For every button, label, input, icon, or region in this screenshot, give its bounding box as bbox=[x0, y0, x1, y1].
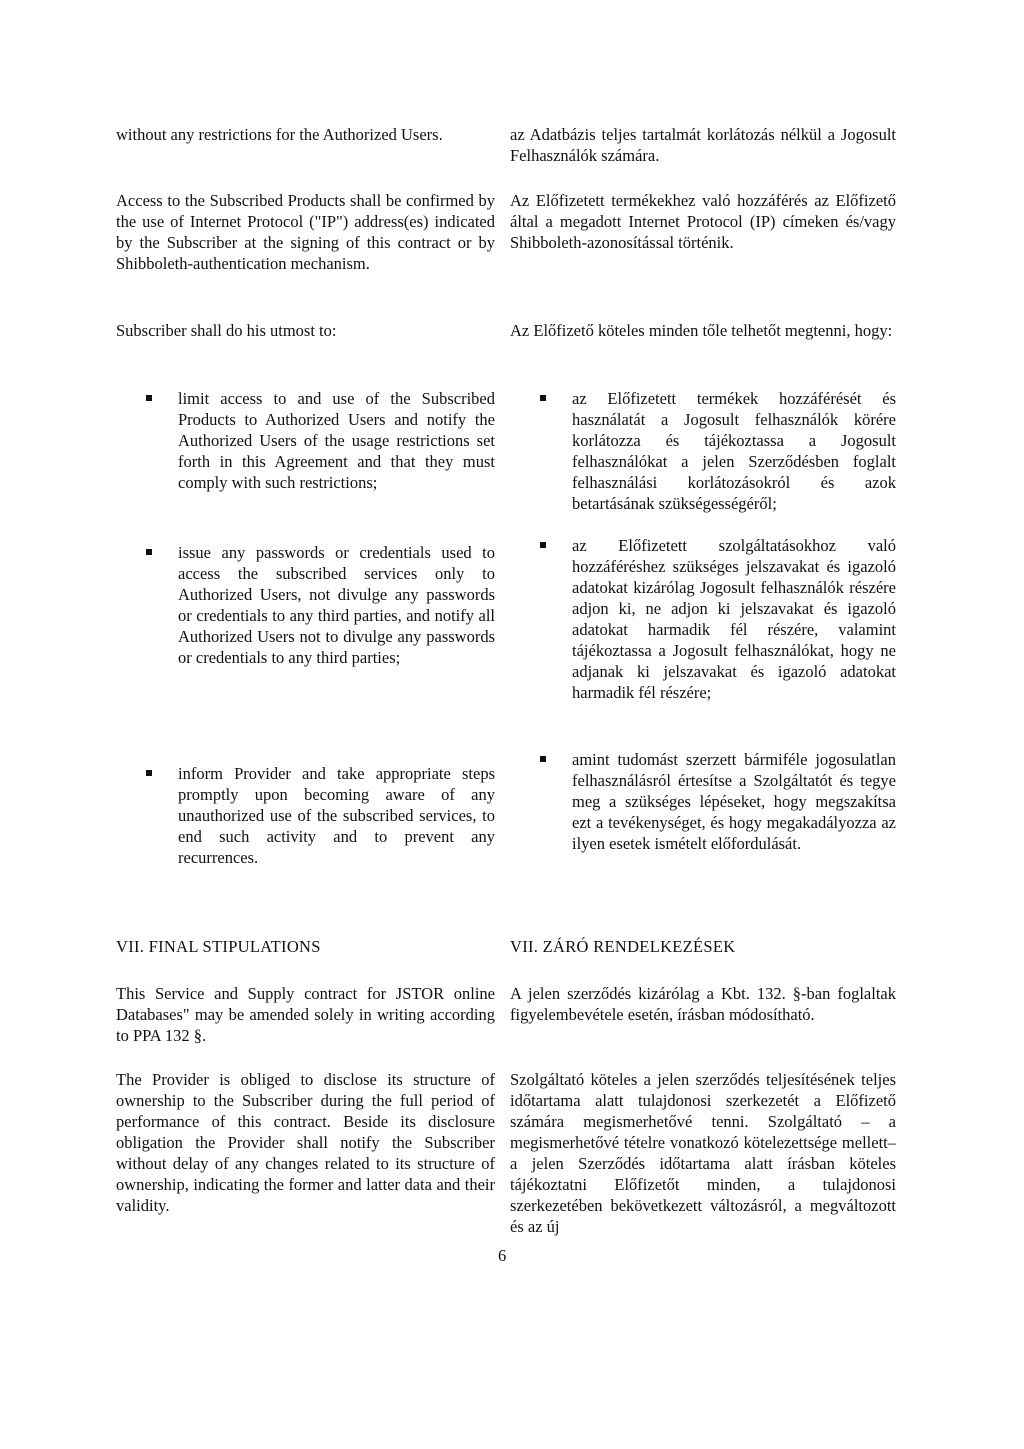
en-list-item-text: issue any passwords or credentials used to access the subscribed services only to Authorized Users, not divulge any passwords or credentials to any third parties, and notify all Authorized Users not to divulge any passwords or credentials to any third parties; bbox=[178, 543, 495, 667]
bullet-icon bbox=[540, 756, 546, 762]
hu-paragraph-1: az Adatbázis teljes tartalmát korlátozás nélkül a Jogosult Felhasználók számára. bbox=[510, 125, 896, 165]
en-paragraph-amend: This Service and Supply contract for JSTOR online Databases" may be amended solely in writing according to PPA 132 §. bbox=[116, 984, 495, 1045]
en-paragraph-ownership: The Provider is obliged to disclose its structure of ownership to the Subscriber during the full period of performance of this contract. Beside its disclosure obligation the Provider shall notify the Subscriber without delay of any changes related to its structure of ownership, indicating the former and latter data and their validity. bbox=[116, 1070, 495, 1215]
en-list-item-text: limit access to and use of the Subscribed Products to Authorized Users and notify the Authorized Users of the usage restrictions set forth in this Agreement and that they must comply with such restrictions; bbox=[178, 389, 495, 492]
bullet-icon bbox=[540, 395, 546, 401]
hu-list-item-text: az Előfizetett termékek hozzáférését és használatát a Jogosult felhasználók körére korlátozza és tájékoztassa a Jogosult felhasználókat a jelen Szerződésben foglalt felhasználási korlátozásokról és azok betartásának szükségességéről; bbox=[572, 389, 896, 513]
en-paragraph-1: without any restrictions for the Authorized Users. bbox=[116, 125, 443, 144]
en-section-heading: VII. FINAL STIPULATIONS bbox=[116, 937, 321, 956]
hu-paragraph-access: Az Előfizetett termékekhez való hozzáférés az Előfizető által a megadott Internet Protocol (IP) címeken és/vagy Shibboleth-azonosítással történik. bbox=[510, 191, 896, 252]
hu-list-item-text: amint tudomást szerzett bármiféle jogosulatlan felhasználásról értesítse a Szolgáltatót és tegye meg a szükséges lépéseket, hogy megszakítsa ezt a tevékenységet, és hogy megakadályozza az ilyen esetek ismételt előfordulását. bbox=[572, 750, 896, 853]
bullet-icon bbox=[146, 395, 152, 401]
hu-section-heading: VII. ZÁRÓ RENDELKEZÉSEK bbox=[510, 937, 736, 956]
hu-paragraph-utmost: Az Előfizető köteles minden tőle telhetőt megtenni, hogy: bbox=[510, 321, 893, 340]
page-number: 6 bbox=[498, 1246, 507, 1265]
hu-paragraph-ownership: Szolgáltató köteles a jelen szerződés teljesítésének teljes időtartama alatt tulajdonosi szerkezetét a Előfizető számára megismerhetővé tenni. Szolgáltató – a megismerhetővé tételre vonatkozó kötelezettsége mellett– a jelen Szerződés időtartama alatt írásban köteles tájékoztatni Előfizetőt minden, a tulajdonosi szerkezetében bekövetkezett változásról, a megváltozott és az új bbox=[510, 1070, 896, 1236]
en-list-item-text: inform Provider and take appropriate steps promptly upon becoming aware of any unauthorized use of the subscribed services, to end such activity and to prevent any recurrences. bbox=[178, 764, 495, 867]
en-paragraph-utmost: Subscriber shall do his utmost to: bbox=[116, 321, 337, 340]
hu-list-item-text: az Előfizetett szolgáltatásokhoz való hozzáféréshez szükséges jelszavakat és igazoló adatokat kizárólag Jogosult felhasználók részére adjon ki, ne adjon ki jelszavakat és igazoló adatokat harmadik fél részére, valamint tájékoztassa a Jogosult felhasználókat, hogy ne adjanak ki jelszavakat és igazoló adatokat harmadik fél részére; bbox=[572, 536, 896, 702]
en-paragraph-access: Access to the Subscribed Products shall be confirmed by the use of Internet Protocol ("IP") address(es) indicated by the Subscriber at the signing of this contract or by Shibboleth-authentication mechanism. bbox=[116, 191, 495, 273]
bullet-icon bbox=[146, 770, 152, 776]
bullet-icon bbox=[540, 542, 546, 548]
bullet-icon bbox=[146, 549, 152, 555]
hu-paragraph-amend: A jelen szerződés kizárólag a Kbt. 132. §-ban foglaltak figyelembevétele esetén, írásban módosítható. bbox=[510, 984, 896, 1024]
